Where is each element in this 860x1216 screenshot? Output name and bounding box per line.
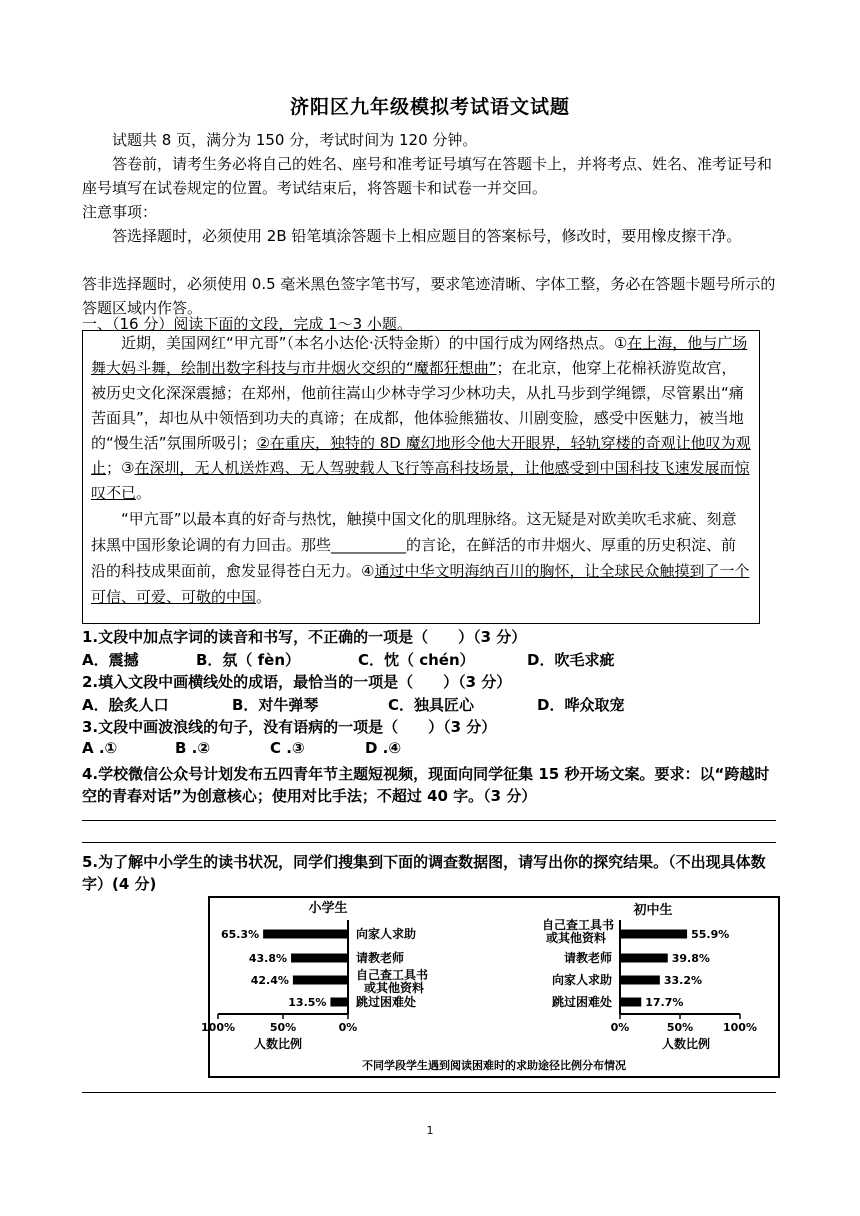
value-label: 65.3% <box>220 928 260 941</box>
chart-title-primary: 小学生 <box>308 901 348 916</box>
chart-title-middle: 初中生 <box>633 903 673 918</box>
q1-option-a: A．震撼 <box>82 651 139 669</box>
category-label: 或其他资料 <box>545 931 606 945</box>
x-axis-label: 人数比例 <box>253 1037 303 1051</box>
value-label: 42.4% <box>250 974 289 987</box>
question-5-stem: 5.为了解中小学生的读书状况，同学们搜集到下面的调查数据图，请写出你的探究结果。（不出现具体数字）(4 分) <box>82 853 766 893</box>
q2-option-d: D．哗众取宠 <box>537 696 625 714</box>
middle-school-chart <box>542 902 757 1051</box>
tick-label: 100% <box>723 1021 757 1034</box>
reading-passage-box <box>82 330 760 624</box>
q1-option-b: B．氛（ fèn） <box>196 651 301 669</box>
tick-label: 50% <box>666 1021 694 1034</box>
value-label: 33.2% <box>663 974 703 987</box>
primary-school-chart <box>201 900 428 1051</box>
tick-label: 0% <box>610 1021 630 1034</box>
intro-line-2: 答卷前，请考生务必将自己的姓名、座号和准考证号填写在答题卡上，并将考点、姓名、准考证号和座号填写在试卷规定的位置。考试结束后，将答题卡和试卷一并交回。 <box>82 155 773 197</box>
category-label: 请教老师 <box>356 951 405 965</box>
q2-option-c: C．独具匠心 <box>388 696 475 714</box>
q1-option-c: C．忱（ chén） <box>358 651 475 669</box>
tick-label: 0% <box>338 1021 358 1034</box>
category-label: 请教老师 <box>563 951 612 965</box>
tick-label: 100% <box>201 1021 235 1034</box>
bar-primary <box>293 976 348 985</box>
question-4-stem: 4.学校微信公众号计划发布五四青年节主题短视频，现面向同学征集 15 秒开场文案。要求：以“跨越时空的青春对话”为创意核心；使用对比手法；不超过 40 字。（3 分） <box>82 765 770 805</box>
q3-option-d: D .④ <box>365 739 402 757</box>
value-label: 39.8% <box>671 952 710 965</box>
value-label: 17.7% <box>645 996 684 1009</box>
tick-label: 50% <box>269 1021 297 1034</box>
value-label: 13.5% <box>288 996 327 1009</box>
underlined-sentence-1: 在上海，他与广场舞大妈斗舞，绘制出数字科技与市井烟火交织的“魔都狂想曲” <box>91 334 748 377</box>
q2-option-b: B．对牛弹琴 <box>232 696 319 714</box>
bar-middle <box>620 976 660 985</box>
category-label: 跳过困难处 <box>551 995 612 1009</box>
q3-option-c: C .③ <box>270 739 305 757</box>
value-label: 55.9% <box>691 928 730 941</box>
category-label: 向家人求助 <box>356 927 417 941</box>
answer-line <box>82 820 776 821</box>
bar-primary <box>291 954 348 963</box>
passage-paragraph-1: 近期，美国网红“甲亢哥”（本名小达伦·沃特金斯）的中国行成为网络热点。①在上海，他与广场舞大妈斗舞，绘制出数字科技与市井烟火交织的“魔都狂想曲”；在北京，他穿上花棉袄游览故宫，被历史文化深深震撼；在郑州，他前往嵩山少林寺学习少林功夫，从扎马步到学绳镖，尽管累出“痛苦面具”，却也从中领悟到功夫的真谛；在成都，他体验熊猫妆、川剧变脸，感受中医魅力，被当地的“慢生活”氛围所吸引；②在重庆，独特的 8D 魔幻地形令他大开眼界，轻轨穿楼的奇观让他叹为观止；③在深圳，无人机送炸鸡、无人驾驶载人飞行等高科技场景，让他感受到中国科技飞速发展而惊叹不已。 <box>91 334 751 502</box>
section-1-heading: 一、（16 分）阅读下面的文段，完成 1～3 小题。 <box>82 315 412 333</box>
q3-option-b: B .② <box>175 739 211 757</box>
underlined-sentence-4: 通过中华文明海纳百川的胸怀，让全球民众触摸到了一个可信、可爱、可敬的中国 <box>91 562 750 606</box>
page-number: 1 <box>426 1124 434 1137</box>
page-title: 济阳区九年级模拟考试语文试题 <box>289 96 570 118</box>
underlined-sentence-3: 在深圳，无人机送炸鸡、无人驾驶载人飞行等高科技场景，让他感受到中国科技飞速发展而惊叹不已 <box>91 459 750 502</box>
bar-middle <box>620 998 641 1007</box>
category-label: 跳过困难处 <box>356 995 417 1009</box>
answer-line <box>82 842 776 843</box>
question-3-stem: 3.文段中画波浪线的句子，没有语病的一项是（ ）（3 分） <box>82 718 497 736</box>
category-label: 向家人求助 <box>551 973 612 987</box>
notice-title: 注意事项： <box>82 203 158 221</box>
q2-option-a: A．脍炙人口 <box>82 696 169 714</box>
category-label: 自己查工具书 <box>356 968 429 982</box>
category-label: 自己查工具书 <box>541 918 614 932</box>
q3-option-a: A .① <box>82 739 118 757</box>
intro-line-1: 试题共 8 页，满分为 150 分，考试时间为 120 分钟。 <box>112 131 478 149</box>
question-2-stem: 2.填入文段中画横线处的成语，最恰当的一项是（ ）（3 分） <box>82 673 512 691</box>
answer-line <box>82 1092 776 1093</box>
category-label: 或其他资料 <box>364 981 425 995</box>
notice-2: 答非选择题时，必须使用 0.5 毫米黑色签字笔书写，要求笔迹清晰、字体工整，务必在答题卡题号所示的答题区域内作答。 <box>82 275 776 317</box>
bar-primary <box>263 930 348 939</box>
underlined-sentence-2: ②在重庆，独特的 8D 魔幻地形令他大开眼界，轻轨穿楼的奇观让他叹为观止 <box>91 434 751 477</box>
notice-1: 答选择题时，必须使用 2B 铅笔填涂答题卡上相应题目的答案标号，修改时，要用橡皮擦干净。 <box>112 227 742 245</box>
question-1-stem: 1.文段中加点字词的读音和书写，不正确的一项是（ ）（3 分） <box>82 628 527 646</box>
bar-primary <box>330 998 348 1007</box>
bar-middle <box>620 930 687 939</box>
bar-middle <box>620 954 668 963</box>
fill-blank: __________ <box>331 536 407 554</box>
q1-option-d: D．吹毛求疵 <box>527 651 615 669</box>
chart-caption: 不同学段学生遇到阅读困难时的求助途径比例分布情况 <box>362 1059 626 1072</box>
value-label: 43.8% <box>248 952 288 965</box>
passage-paragraph-2: “甲亢哥”以最本真的好奇与热忱，触摸中国文化的肌理脉络。这无疑是对欧美吹毛求疵、刻意抹黑中国形象论调的有力回击。那些__________的言论，在鲜活的市井烟火、厚重的历史积淀、前沿的科技成果面前，愈发显得苍白无力。④通过中华文明海纳百川的胸怀，让全球民众触摸到了一个可信、可爱、可敬的中国。 <box>91 510 750 606</box>
x-axis-label: 人数比例 <box>661 1037 711 1051</box>
survey-chart <box>201 896 780 1078</box>
